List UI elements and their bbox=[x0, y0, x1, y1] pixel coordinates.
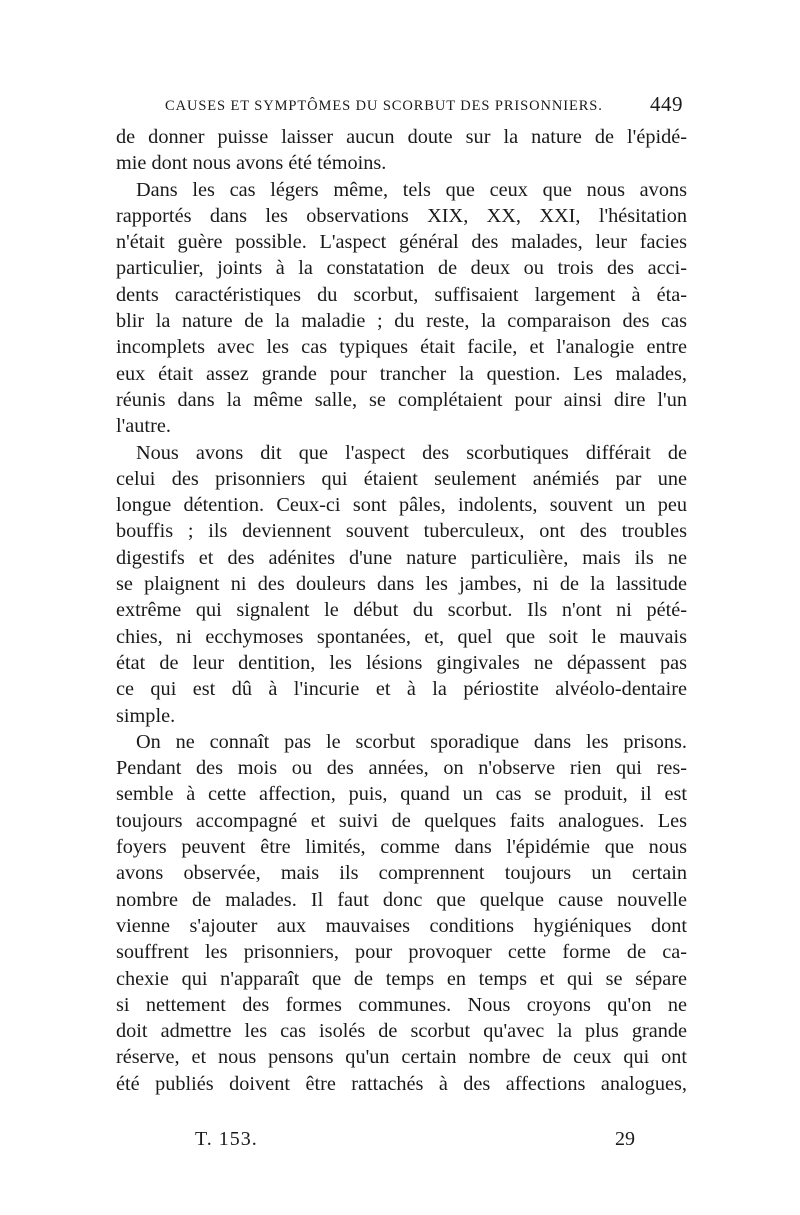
text-line: Pendant des mois ou des années, on n'observe rien qui res- bbox=[116, 757, 687, 780]
page-header bbox=[165, 92, 685, 122]
page-footer bbox=[195, 1128, 635, 1158]
text-line: vienne s'ajouter aux mauvaises conditions hygiéniques dont bbox=[116, 914, 687, 937]
text-line: blir la nature de la maladie ; du reste, la comparaison des cas bbox=[116, 310, 687, 333]
text-line: n'était guère possible. L'aspect général des malades, leur facies bbox=[116, 231, 687, 254]
paragraph-first-line: On ne connaît pas le scorbut sporadique dans les prisons. bbox=[136, 730, 687, 753]
text-line: eux était assez grande pour trancher la question. Les malades, bbox=[116, 362, 687, 385]
text-line: mie dont nous avons été témoins. bbox=[116, 152, 387, 175]
paragraph-first-line: Nous avons dit que l'aspect des scorbutiques différait de bbox=[136, 441, 687, 464]
text-line: bouffis ; ils deviennent souvent tuberculeux, ont des troubles bbox=[116, 520, 687, 543]
text-line: l'autre. bbox=[116, 415, 171, 438]
paragraph-first-line: Dans les cas légers même, tels que ceux que nous avons bbox=[136, 178, 687, 201]
text-line: particulier, joints à la constatation de deux ou trois des acci- bbox=[116, 257, 687, 280]
running-title: CAUSES ET SYMPTÔMES DU SCORBUT DES PRISONNIERS. bbox=[165, 98, 603, 114]
text-line: incomplets avec les cas typiques était facile, et l'analogie entre bbox=[116, 336, 687, 359]
body-text bbox=[116, 124, 687, 1097]
text-line: chies, ni ecchymoses spontanées, et, quel que soit le mauvais bbox=[116, 625, 687, 648]
text-line: celui des prisonniers qui étaient seulement anémiés par une bbox=[116, 467, 687, 490]
text-line: avons observée, mais ils comprennent toujours un certain bbox=[116, 862, 687, 885]
volume-marker: T. 153. bbox=[195, 1128, 258, 1150]
text-line: se plaignent ni des douleurs dans les jambes, ni de la lassitude bbox=[116, 573, 687, 596]
page-number: 449 bbox=[650, 92, 683, 116]
text-line: semble à cette affection, puis, quand un cas se produit, il est bbox=[116, 783, 687, 806]
text-line: rapportés dans les observations XIX, XX, XXI, l'hésitation bbox=[116, 204, 687, 227]
text-line: réserve, et nous pensons qu'un certain nombre de ceux qui ont bbox=[116, 1046, 687, 1069]
text-line: longue détention. Ceux-ci sont pâles, indolents, souvent un peu bbox=[116, 494, 687, 517]
text-line: si nettement des formes communes. Nous croyons qu'on ne bbox=[116, 993, 687, 1016]
text-line: été publiés doivent être rattachés à des affections analogues, bbox=[116, 1072, 687, 1095]
text-line: réunis dans la même salle, se complétaient pour ainsi dire l'un bbox=[116, 388, 687, 411]
signature-mark: 29 bbox=[615, 1128, 635, 1150]
text-line: souffrent les prisonniers, pour provoquer cette forme de ca- bbox=[116, 941, 687, 964]
text-line: extrême qui signalent le début du scorbut. Ils n'ont ni pété- bbox=[116, 599, 687, 622]
text-line: état de leur dentition, les lésions gingivales ne dépassent pas bbox=[116, 651, 687, 674]
text-line: foyers peuvent être limités, comme dans l'épidémie que nous bbox=[116, 836, 687, 859]
text-line: toujours accompagné et suivi de quelques faits analogues. Les bbox=[116, 809, 687, 832]
text-line: simple. bbox=[116, 704, 176, 727]
text-line: de donner puisse laisser aucun doute sur la nature de l'épidé- bbox=[116, 126, 687, 148]
text-line: chexie qui n'apparaît que de temps en temps et qui se sépare bbox=[116, 967, 687, 990]
text-line: ce qui est dû à l'incurie et à la périostite alvéolo-dentaire bbox=[116, 678, 687, 701]
text-line: digestifs et des adénites d'une nature particulière, mais ils ne bbox=[116, 546, 687, 569]
text-line: doit admettre les cas isolés de scorbut qu'avec la plus grande bbox=[116, 1020, 687, 1043]
text-line: dents caractéristiques du scorbut, suffisaient largement à éta- bbox=[116, 283, 687, 306]
text-line: nombre de malades. Il faut donc que quelque cause nouvelle bbox=[116, 888, 687, 911]
